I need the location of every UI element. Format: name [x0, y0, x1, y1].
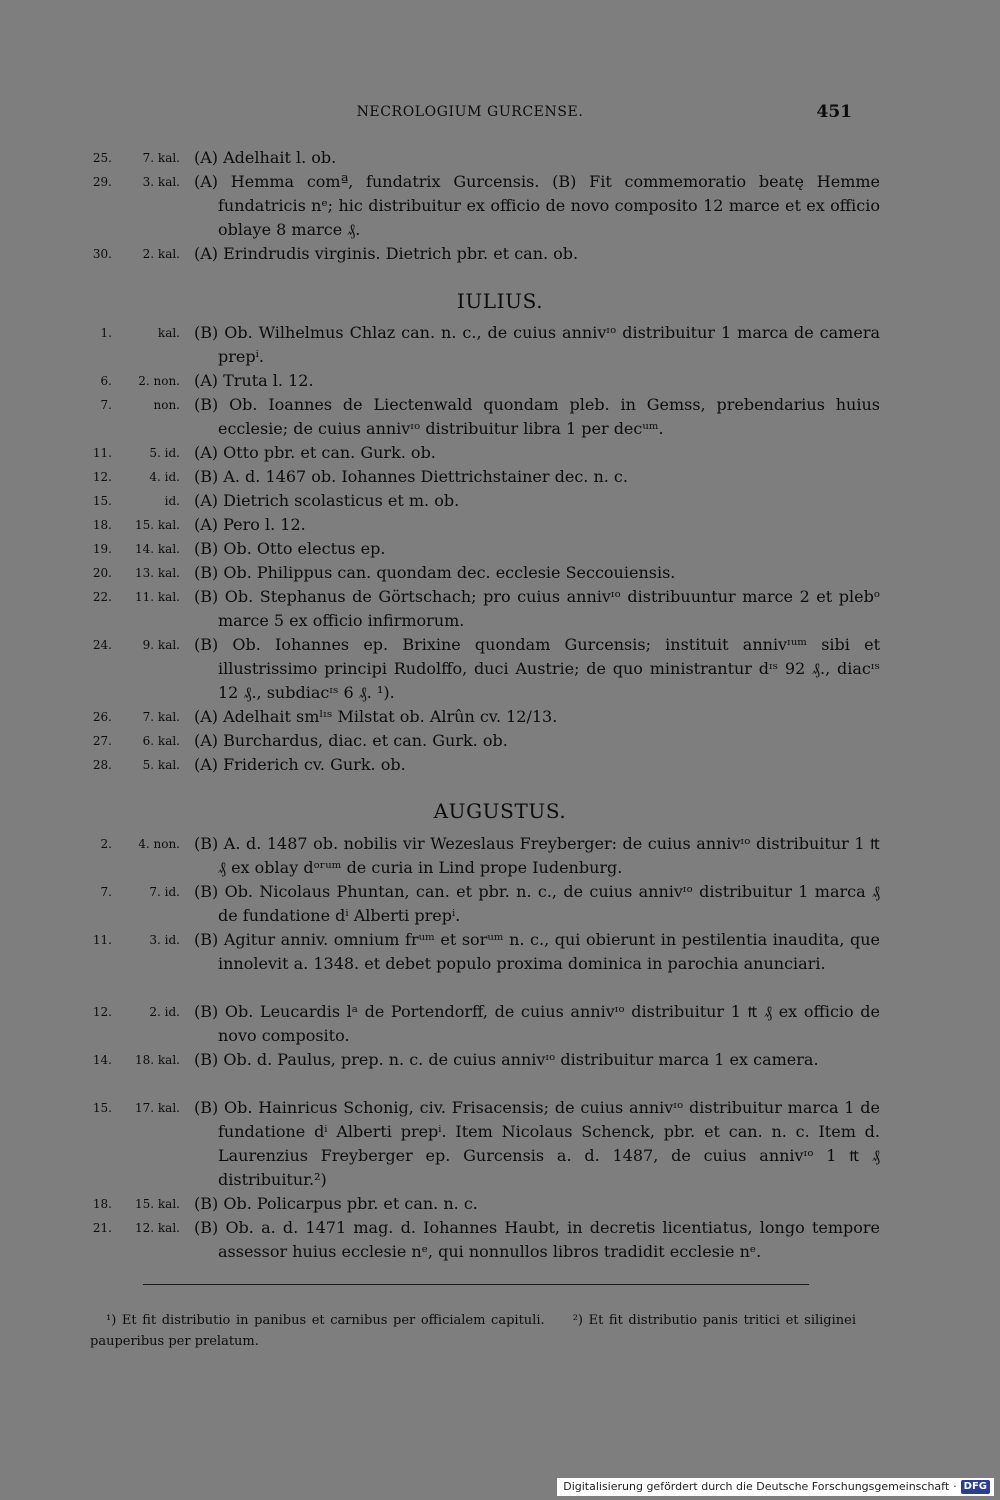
entry-roman-date: 5. id. — [149, 446, 180, 460]
entry-text: (B) Ob. Policarpus pbr. et can. n. c. — [194, 1194, 478, 1213]
entry-day: 22. — [92, 590, 112, 604]
month-heading: IULIUS. — [456, 289, 544, 313]
entry-text: (A) Dietrich scolasticus et m. ob. — [194, 491, 460, 510]
entry-day: 15. — [92, 494, 112, 508]
entry-day: 18. — [92, 518, 112, 532]
entry-day: 12. — [92, 1005, 112, 1019]
entry-roman-date: 2. non. — [138, 374, 180, 388]
entry-day: 11. — [92, 446, 112, 460]
entry-roman-date: 14. kal. — [135, 542, 180, 556]
entry-roman-date: 17. kal. — [135, 1101, 180, 1115]
entry-text: (B) Ob. Stephanus de Görtschach; pro cuius annivᶦᵒ distribuuntur marce 2 et plebᵒ marce 5 ex officio infirmorum. — [194, 587, 880, 630]
entry-roman-date: 5. kal. — [142, 758, 180, 772]
dfg-logo-icon: DFG — [961, 1480, 990, 1494]
footnote-1: ¹) Et fit distributio in panibus et carnibus per officialem capituli. — [106, 1313, 545, 1328]
entry-day: 28. — [92, 758, 112, 772]
entry-text: (A) Truta l. 12. — [194, 371, 314, 390]
entry-text: (A) Pero l. 12. — [194, 515, 306, 534]
credit-text: Digitalisierung gefördert durch die Deutsche Forschungsgemeinschaft — [563, 1480, 950, 1493]
entry-text: (A) Burchardus, diac. et can. Gurk. ob. — [194, 731, 508, 750]
entry-roman-date: kal. — [157, 326, 180, 340]
entry-day: 25. — [92, 151, 112, 165]
digitization-credit: Digitalisierung gefördert durch die Deutsche Forschungsgemeinschaft · DFG — [557, 1478, 994, 1496]
entry-roman-date: 7. id. — [149, 885, 180, 899]
page-title: NECROLOGIUM GURCENSE. — [356, 104, 584, 120]
footnote-separator — [143, 1284, 809, 1285]
entry-roman-date: 6. kal. — [142, 734, 180, 748]
entry-text: (B) Ob. d. Paulus, prep. n. c. de cuius annivᶦᵒ distribuitur marca 1 ex camera. — [194, 1050, 819, 1069]
entry-day: 18. — [92, 1197, 112, 1211]
entry-day: 2. — [100, 837, 112, 851]
entry-roman-date: 3. kal. — [142, 175, 180, 189]
entry-roman-date: 15. kal. — [135, 518, 180, 532]
entry-text: (B) A. d. 1467 ob. Iohannes Diettrichstainer dec. n. c. — [194, 467, 628, 486]
entry-text: (A) Adelhait smˡᶦˢ Milstat ob. Alrûn cv. 12/13. — [194, 707, 558, 726]
footnotes — [90, 1310, 856, 1352]
entry-text: (B) Ob. Wilhelmus Chlaz can. n. c., de cuius annivᶦᵒ distribuitur 1 marca de camera prepⁱ. — [194, 323, 880, 366]
footnote-2: ²) Et fit distributio panis tritici et siliginei pauperibus per prelatum. — [90, 1313, 856, 1349]
entry-day: 20. — [92, 566, 112, 580]
entry-day: 7. — [100, 398, 112, 412]
entry-day: 27. — [92, 734, 112, 748]
entry-day: 24. — [92, 638, 112, 652]
entry-roman-date: 18. kal. — [135, 1053, 180, 1067]
entry-roman-date: 13. kal. — [135, 566, 180, 580]
entry-roman-date: 11. kal. — [135, 590, 180, 604]
entry-text: (A) Friderich cv. Gurk. ob. — [194, 755, 406, 774]
entry-roman-date: 4. non. — [138, 837, 180, 851]
entry-day: 11. — [92, 933, 112, 947]
entry-text: (B) Ob. Iohannes ep. Brixine quondam Gurcensis; instituit annivᶦᵘᵐ sibi et illustrissimo principi Rudolffo, duci Austrie; de quo ministrantur dᶦˢ 92 ₰., diacᶦˢ 12 ₰., subdiacᶦˢ 6 ₰. ¹). — [194, 635, 880, 702]
entry-day: 19. — [92, 542, 112, 556]
entry-text: (B) Ob. Philippus can. quondam dec. ecclesie Seccouiensis. — [194, 563, 676, 582]
entry-roman-date: id. — [164, 494, 180, 508]
entry-day: 1. — [100, 326, 112, 340]
entry-roman-date: 3. id. — [149, 933, 180, 947]
entry-roman-date: 15. kal. — [135, 1197, 180, 1211]
page-number: 451 — [816, 102, 852, 122]
entry-day: 15. — [92, 1101, 112, 1115]
entry-text: (A) Erindrudis virginis. Dietrich pbr. et can. ob. — [194, 244, 579, 263]
entry-roman-date: 4. id. — [149, 470, 180, 484]
month-heading: AUGUSTUS. — [433, 799, 567, 823]
entry-day: 21. — [92, 1221, 112, 1235]
entry-text: (B) Ob. Ioannes de Liectenwald quondam pleb. in Gemss, prebendarius huius ecclesie; de cuius annivᶦᵒ distribuitur libra 1 per decᵘᵐ. — [194, 395, 880, 438]
entry-day: 12. — [92, 470, 112, 484]
entry-day: 14. — [92, 1053, 112, 1067]
entry-roman-date: 2. id. — [149, 1005, 180, 1019]
entry-text: (B) Ob. Leucardis lᵃ de Portendorff, de cuius annivᶦᵒ distribuitur 1 ₶ ₰ ex officio de novo composito. — [194, 1002, 880, 1045]
entry-day: 7. — [100, 885, 112, 899]
entry-day: 6. — [100, 374, 112, 388]
entry-text: (A) Hemma comª, fundatrix Gurcensis. (B) Fit commemoratio beatę Hemme fundatricis nᵉ; hic distribuitur ex officio de novo composito 12 marce et ex officio oblaye 8 marce ₰. — [194, 172, 880, 239]
entry-roman-date: 2. kal. — [142, 247, 180, 261]
entry-text: (A) Otto pbr. et can. Gurk. ob. — [194, 443, 436, 462]
entry-text: (A) Adelhait l. ob. — [194, 148, 337, 167]
entry-text: (B) Ob. Otto electus ep. — [194, 539, 386, 558]
entry-roman-date: 9. kal. — [142, 638, 180, 652]
entry-text: (B) Ob. Nicolaus Phuntan, can. et pbr. n. c., de cuius annivᶦᵒ distribuitur 1 marca ₰ de fundatione dⁱ Alberti prepⁱ. — [194, 882, 880, 925]
entry-roman-date: non. — [153, 398, 180, 412]
entry-day: 29. — [92, 175, 112, 189]
entry-day: 30. — [92, 247, 112, 261]
entry-roman-date: 7. kal. — [142, 151, 180, 165]
entry-roman-date: 7. kal. — [142, 710, 180, 724]
entry-text: (B) Agitur anniv. omnium frᵘᵐ et sorᵘᵐ n. c., qui obierunt in pestilentia inaudita, que innolevit a. 1348. et debet populo proxima dominica in parochia anunciari. — [194, 930, 880, 973]
entry-text: (B) Ob. a. d. 1471 mag. d. Iohannes Haubt, in decretis licentiatus, longo tempore assessor huius ecclesie nᵉ, qui nonnullos libros tradidit ecclesie nᵉ. — [194, 1218, 880, 1261]
entry-day: 26. — [92, 710, 112, 724]
entry-text: (B) Ob. Hainricus Schonig, civ. Frisacensis; de cuius annivᶦᵒ distribuitur marca 1 de fundatione dⁱ Alberti prepⁱ. Item Nicolaus Schenck, pbr. et can. n. c. Item d. Laurenzius Freyberger ep. Gurcensis a. d. 1487, de cuius annivᶦᵒ 1 ₶ ₰ distribuitur.²) — [194, 1098, 880, 1189]
entry-text: (B) A. d. 1487 ob. nobilis vir Wezeslaus Freyberger: de cuius annivᶦᵒ distribuitur 1 ₶ ₰ ex oblay dᵒʳᵘᵐ de curia in Lind prope Iudenburg. — [194, 834, 880, 877]
entry-roman-date: 12. kal. — [135, 1221, 180, 1235]
running-header — [0, 102, 1000, 126]
